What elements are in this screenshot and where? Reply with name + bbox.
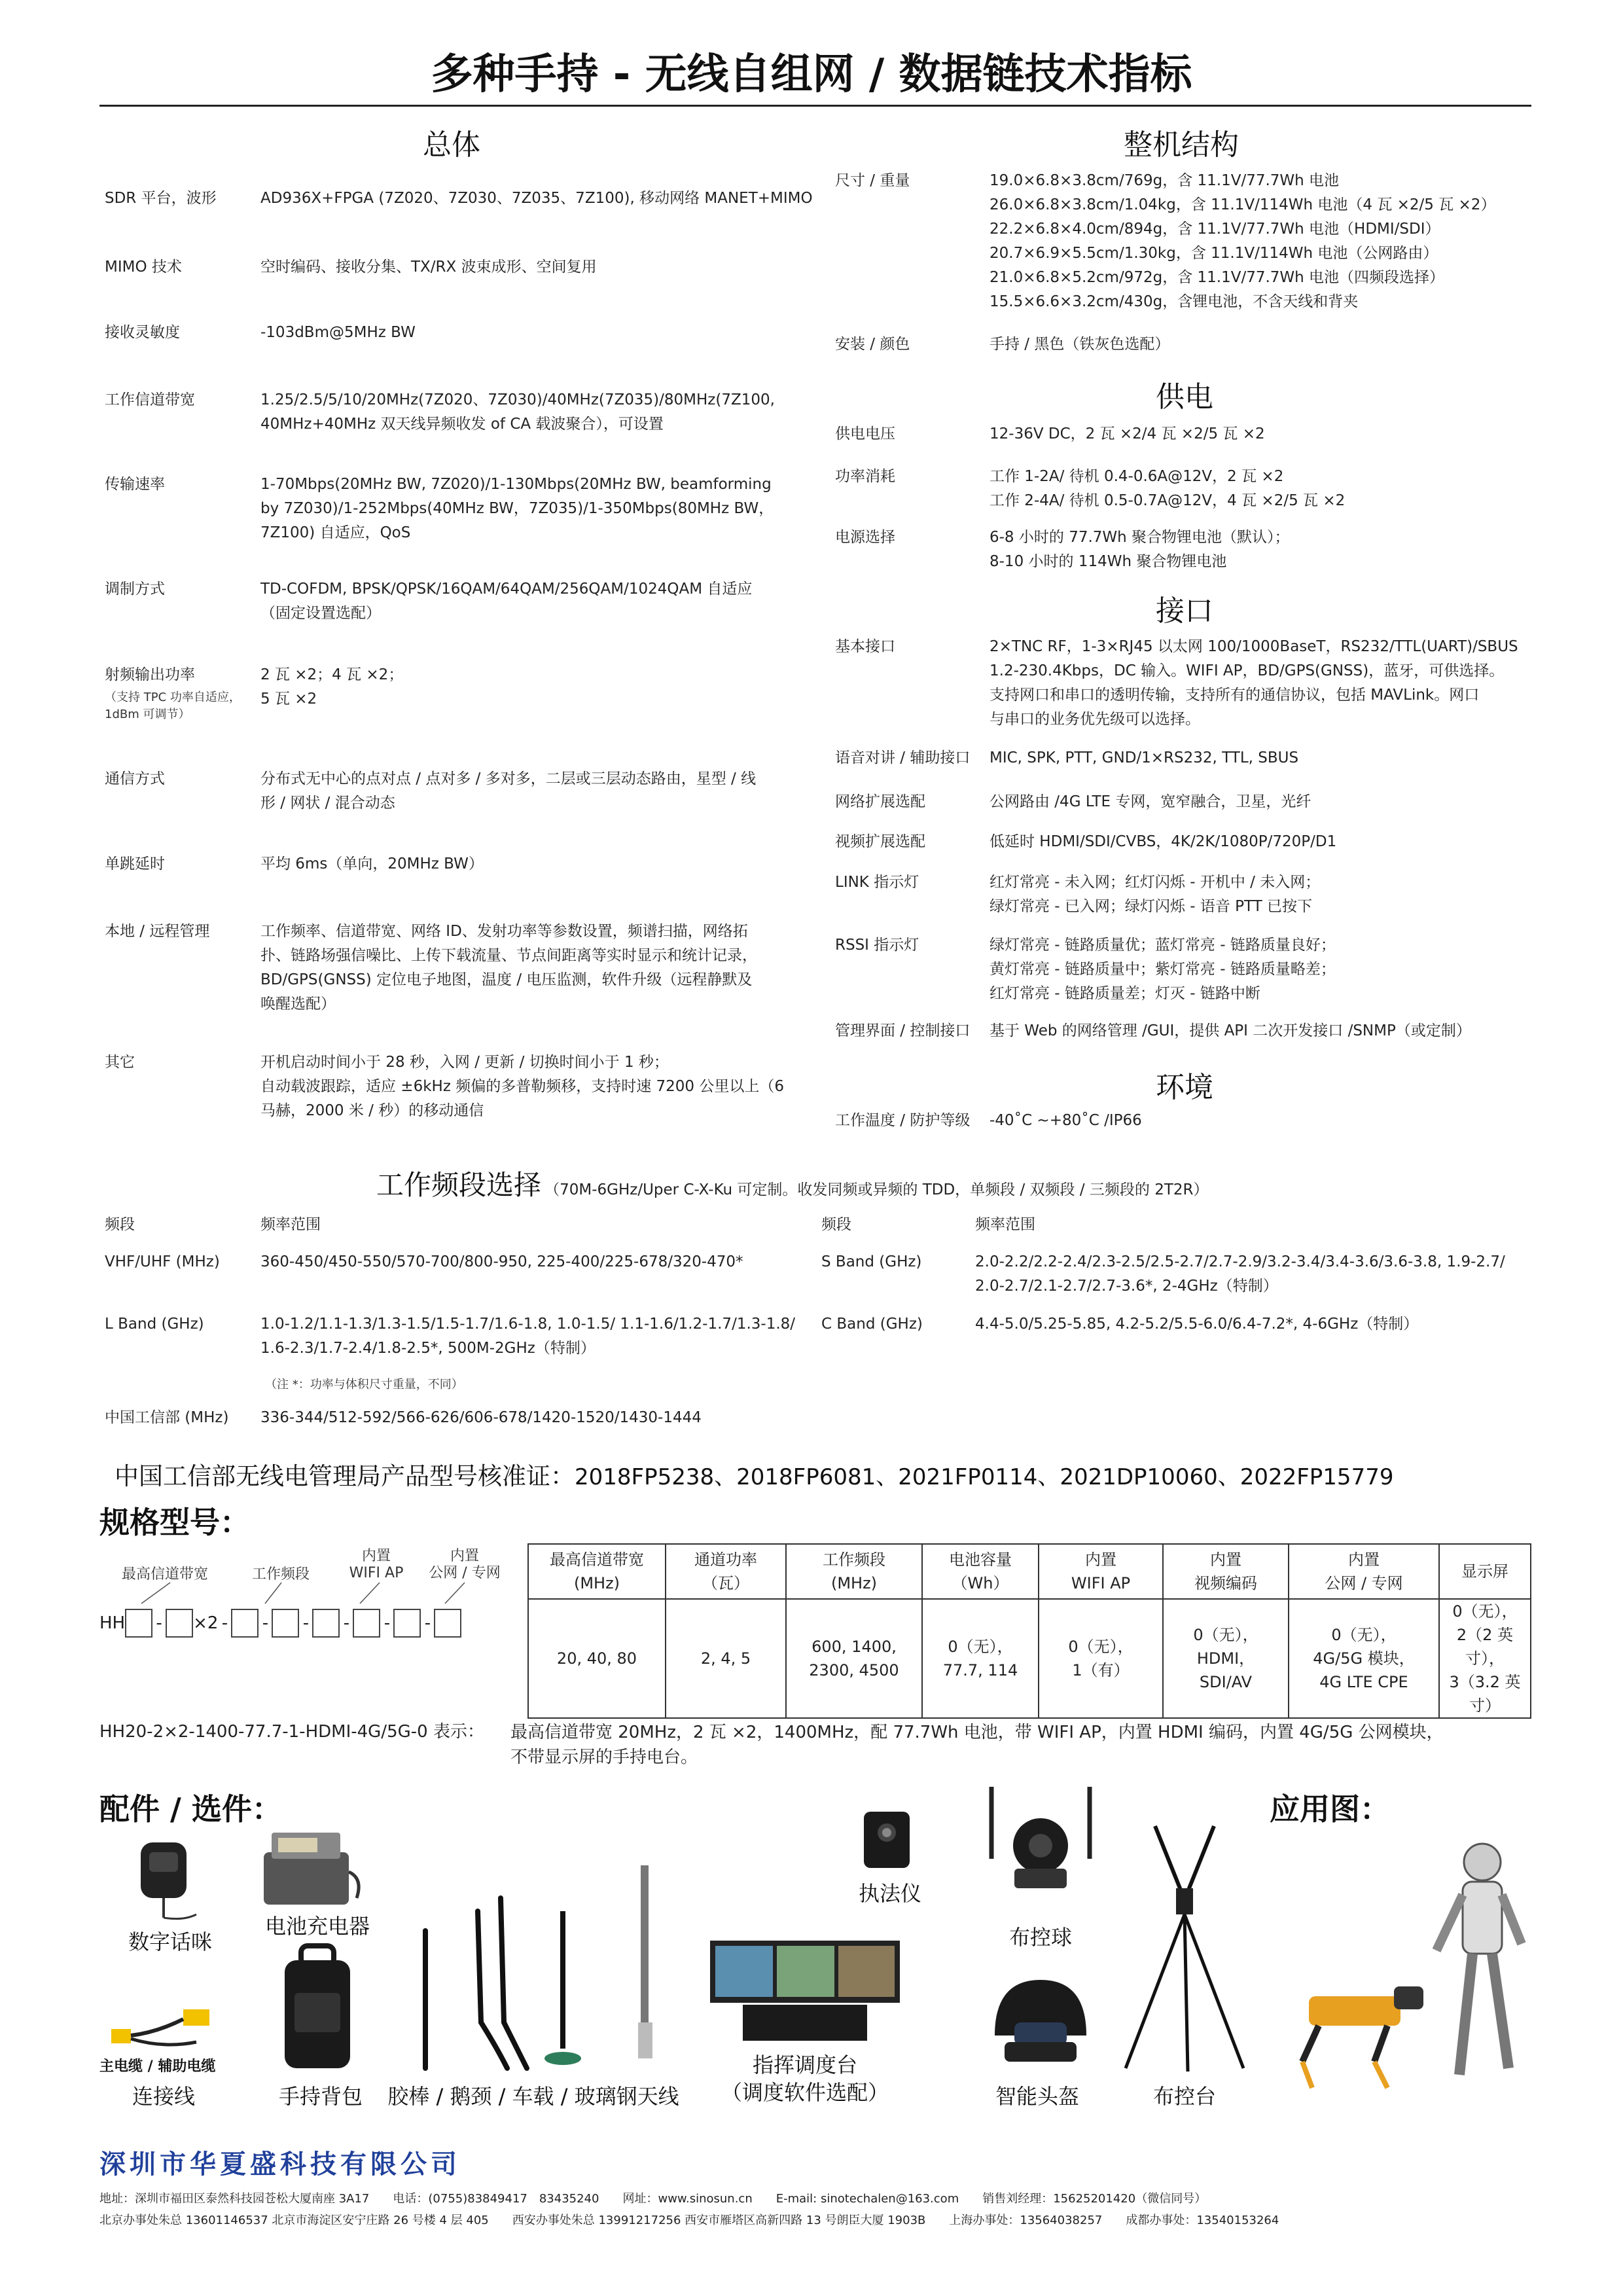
accessories-heading: 配件 / 选件： [99,1791,282,1827]
spec-value-band: 600, 1400, 2300, 4500 [786,1599,922,1718]
structure-label-size: 尺寸 / 重量 [835,172,910,189]
slot-box [231,1609,259,1638]
general-value-latency: 平均 6ms（单向，20MHz BW） [260,855,484,872]
diagram-label-wifi: 内置 WIFI AP [349,1548,404,1581]
robot-dog-icon [1276,1964,1433,2094]
band-value-c: 4.4-5.0/5.25-5.85, 4.2-5.2/5.5-6.0/6.4-7.2*, 4-6GHz（特制） [975,1316,1419,1333]
interface-value-network: 公网路由 /4G LTE 专网，宽窄融合，卫星，光纤 [990,793,1311,810]
spec-value-battery: 0（无）， 77.7, 114 [922,1599,1039,1718]
environment-value-temp: -40˚C ~+80˚C /IP66 [990,1112,1142,1129]
diagram-connectors [98,1577,524,1610]
environment-heading: 环境 [1156,1071,1213,1104]
interface-value-mgmt: 基于 Web 的网络管理 /GUI，提供 API 二次开发接口 /SNMP（或定制） [990,1022,1471,1039]
bands-subtitle: （70M-6GHz/Uper C-X-Ku 可定制。收发同频或异频的 TDD，单频段 / 双频段 / 三频段的 2T2R） [544,1181,1209,1198]
slot-box [272,1609,299,1638]
interface-label-video: 视频扩展选配 [835,833,925,850]
interface-heading: 接口 [1156,594,1213,628]
bands-title [376,1164,1209,1203]
slot-box [125,1609,152,1638]
page-title: 多种手持 - 无线自组网 / 数据链技术指标 [431,50,1192,99]
model-heading: 规格型号： [99,1505,250,1540]
bands-col-band-right: 频段 [821,1216,851,1233]
power-label-voltage: 供电电压 [835,425,895,442]
spec-header-wifi: 内置 WIFI AP [1039,1544,1163,1599]
general-power-note: （支持 TPC 功率自适应， 1dBm 可调节） [105,691,241,721]
power-value-source: 6-8 小时的 77.7Wh 聚合物锂电池（默认）； 8-10 小时的 114Wh 聚合物锂电池 [990,529,1290,570]
approval-label: 中国工信部无线电管理局产品型号核准证： [115,1462,575,1490]
general-value-other: 开机启动时间小于 28 秒，入网 / 更新 / 切换时间小于 1 秒； 自动载波跟踪，适应 ±6kHz 频偏的多普勒频移，支持时速 7200 公里以上（6 马赫，2000 米 / 秒）的移动通信 [260,1054,785,1119]
interface-value-voice: MIC, SPK, PTT, GND/1×RS232, TTL, SBUS [990,749,1299,766]
interface-value-video: 低延时 HDMI/SDI/CVBS，4K/2K/1080P/720P/D1 [990,833,1337,850]
structure-heading: 整机结构 [1124,128,1239,162]
slot-box [434,1609,461,1638]
spec-value-bandwidth: 20, 40, 80 [528,1599,666,1718]
interface-label-link: LINK 指示灯 [835,874,919,891]
interface-value-link: 红灯常亮 - 未入网；红灯闪烁 - 开机中 / 未入网； 绿灯常亮 - 已入网；绿灯闪烁 - 语音 PTT 已按下 [990,874,1321,915]
structure-value-mount: 手持 / 黑色（铁灰色选配） [990,336,1170,353]
general-label-latency: 单跳延时 [105,855,165,872]
power-label-consumption: 功率消耗 [835,468,895,485]
application-console-sub: （调度软件选配） [721,2080,889,2105]
slot-box [312,1609,340,1638]
general-label-bandwidth: 工作信道带宽 [105,391,195,408]
model-example-label: HH20-2×2-1400-77.7-1-HDMI-4G/5G-0 表示： [99,1722,484,1742]
power-value-voltage: 12-36V DC，2 瓦 ×2/4 瓦 ×2/5 瓦 ×2 [990,425,1265,442]
interface-value-basic: 2×TNC RF，1-3×RJ45 以太网 100/1000BaseT，RS232/TTL(UART)/SBUS 1.2-230.4Kbps，DC 输入。WIFI AP，BD/GPS(GNSS)，蓝牙，可供选择。 支持网口和串口的透明传输，支持所有的通信协议，包括 MAVLink。网口 与串口的业务优先级可以选择。 [990,638,1518,728]
antennas-icon [412,1859,687,2075]
approval-value: 2018FP5238、2018FP6081、2021FP0114、2021DP10060、2022FP15779 [575,1464,1394,1490]
bands-col-band-left: 频段 [105,1216,135,1233]
spec-value-network: 0（无）， 4G/5G 模块， 4G LTE CPE [1289,1599,1439,1718]
spec-header-bandwidth: 最高信道带宽 (MHz) [528,1544,666,1599]
spec-header-video: 内置 视频编码 [1163,1544,1289,1599]
power-label-source: 电源选择 [835,529,895,546]
interface-value-rssi: 绿灯常亮 - 链路质量优；蓝灯常亮 - 链路质量良好； 黄灯常亮 - 链路质量中；紫灯常亮 - 链路质量略差； 红灯常亮 - 链路质量差；灯灭 - 链路中断 [990,937,1336,1002]
spec-value-video: 0（无）， HDMI， SDI/AV [1163,1599,1289,1718]
interface-label-network: 网络扩展选配 [835,793,925,810]
applications-heading: 应用图： [1270,1791,1390,1827]
cable-sublabel: 主电缆 / 辅助电缆 [99,2058,216,2075]
accessory-label-microphone: 数字话咪 [128,1929,212,1954]
battery-charger-icon [259,1826,363,1911]
band-value-s: 2.0-2.2/2.2-2.4/2.3-2.5/2.5-2.7/2.7-2.9/3.2-3.4/3.4-3.6/3.6-3.8, 1.9-2.7/ 2.0-2.7/2.1-2.7/2.7-3.6*, 2-4GHz（特制） [975,1253,1505,1295]
model-spec-table [527,1543,1531,1719]
cable-icon [98,2003,229,2055]
diagram-label-band: 工作频段 [252,1566,310,1583]
general-value-management: 工作频率、信道带宽、网络 ID、发射功率等参数设置，频谱扫描，网络拓 扑、链路场强信噪比、上传下载流量、节点间距离等实时显示和统计记录， BD/GPS(GNSS) 定位电子地图，温度 / 电压监测，软件升级（远程静默及 唤醒选配） [260,923,757,1013]
interface-label-voice: 语音对讲 / 辅助接口 [835,749,971,766]
diagram-label-public: 内置 公网 / 专网 [429,1548,501,1581]
power-heading: 供电 [1156,380,1213,414]
general-label-management: 本地 / 远程管理 [105,923,210,940]
general-label-modulation: 调制方式 [105,581,165,598]
interface-label-basic: 基本接口 [835,638,895,655]
spec-value-power: 2, 4, 5 [666,1599,786,1718]
bands-heading: 工作频段选择 [376,1169,542,1201]
spec-value-wifi: 0（无）， 1（有） [1039,1599,1163,1718]
accessory-label-charger: 电池充电器 [264,1914,370,1939]
general-value-bandwidth: 1.25/2.5/5/10/20MHz(7Z020、7Z030)/40MHz(7Z035)/80MHz(7Z100, 40MHz+40MHz 双天线异频收发 of CA 载波聚合），可设置 [260,391,775,433]
general-label-comm: 通信方式 [105,770,165,787]
accessory-label-backpack: 手持背包 [278,2084,363,2109]
general-label-other: 其它 [105,1054,135,1071]
accessory-label-antennas: 胶棒 / 鹅颈 / 车载 / 玻璃钢天线 [387,2084,679,2109]
general-value-sensitivity: -103dBm@5MHz BW [260,324,416,341]
backpack-icon [275,1941,360,2072]
application-label-tripod: 布控台 [1152,2084,1216,2109]
band-value-vhf: 360-450/450-550/570-700/800-950, 225-400/225-678/320-470* [260,1253,743,1270]
general-value-power: 2 瓦 ×2；4 瓦 ×2； 5 瓦 ×2 [260,666,404,708]
surveillance-ball-icon [975,1780,1106,1898]
miit-value: 336-344/512-592/566-626/606-678/1420-1520/1430-1444 [260,1409,702,1426]
microphone-icon [131,1833,209,1924]
command-console-icon [704,1934,906,2045]
model-times2: ×2 [193,1613,219,1633]
general-heading: 总体 [423,128,480,162]
title-rule [99,105,1531,107]
miit-label: 中国工信部 (MHz) [105,1409,229,1426]
spec-header-network: 内置 公网 / 专网 [1289,1544,1439,1599]
slot-box [353,1609,380,1638]
band-label-c: C Band (GHz) [821,1316,923,1333]
band-label-l: L Band (GHz) [105,1316,204,1333]
general-value-mimo: 空时编码、接收分集、TX/RX 波束成形、空间复用 [260,259,597,276]
company-name: 深圳市华夏盛科技有限公司 [99,2149,461,2179]
application-label-helmet: 智能头盔 [995,2084,1079,2109]
general-value-modulation: TD-COFDM, BPSK/QPSK/16QAM/64QAM/256QAM/1024QAM 自适应 （固定设置选配） [260,581,753,622]
bands-col-range-right: 频率范围 [975,1216,1035,1233]
general-value-comm: 分布式无中心的点对点 / 点对多 / 多对多，二层或三层动态路由，星型 / 线 形 / 网状 / 混合动态 [260,770,757,812]
model-code-diagram: HH - ×2 - - - - - - [99,1609,461,1638]
band-value-l: 1.0-1.2/1.1-1.3/1.3-1.5/1.5-1.7/1.6-1.8, 1.0-1.5/ 1.1-1.6/1.2-1.7/1.3-1.8/ 1.6-2.3/1.7-2.4/1.8-2.5*, 500M-2GHz（特制） [260,1316,796,1357]
general-label-sdr: SDR 平台，波形 [105,190,217,207]
general-label-sensitivity: 接收灵敏度 [105,324,180,341]
application-label-ball: 布控球 [1008,1925,1072,1950]
general-value-rate: 1-70Mbps(20MHz BW, 7Z020)/1-130Mbps(20MHz BW, beamforming by 7Z030)/1-252Mbps(40MHz BW，7Z035)/1-350Mbps(80MHz BW， 7Z100) 自适应，QoS [260,476,774,541]
general-label-rate: 传输速率 [105,476,165,493]
spec-header-battery: 电池容量 （Wh） [922,1544,1039,1599]
slot-box [393,1609,421,1638]
spec-value-display: 0（无）， 2（2 英寸）， 3（3.2 英寸） [1439,1599,1531,1718]
bands-note: （注 *：功率与体积尺寸重量，不同） [265,1378,463,1391]
spec-header-band: 工作频段 (MHz) [786,1544,922,1599]
general-value-sdr: AD936X+FPGA (7Z020、7Z030、7Z035、7Z100), 移动网络 MANET+MIMO [260,190,813,207]
general-label-power: 射频输出功率 [105,666,195,683]
smart-helmet-icon [985,1970,1096,2068]
structure-value-size: 19.0×6.8×3.8cm/769g，含 11.1V/77.7Wh 电池 26.0×6.8×3.8cm/1.04kg，含 11.1V/114Wh 电池（4 瓦 ×2/5 瓦 ×2） 22.2×6.8×4.0cm/894g，含 11.1V/77.7Wh 电池（HDMI/SDI） 20.7×6.9×5.5cm/1.30kg，含 11.1V/114Wh 电池（公网路由） 21.0×6.8×5.2cm/972g，含 11.1V/77.7Wh 电池（四频段选择） 15.5×6.6×3.2cm/430g，含锂电池，不含天线和背夹 [990,172,1496,310]
application-label-console: 指挥调度台 [752,2053,857,2077]
band-label-s: S Band (GHz) [821,1253,922,1270]
slot-box [166,1609,193,1638]
interface-label-rssi: RSSI 指示灯 [835,937,919,954]
diagram-label-bandwidth: 最高信道带宽 [122,1566,209,1583]
approval-line [115,1456,1393,1492]
control-tripod-icon [1116,1820,1253,2075]
application-label-recorder: 执法仪 [858,1881,921,1906]
footer-line1: 地址：深圳市福田区泰然科技园苍松大厦南座 3A17 电话：(0755)83849417 83435240 网址：www.sinosun.cn E-mail: sinotechalen@163.com 销售刘经理：15625201420（微信同号） [99,2192,1207,2206]
interface-label-mgmt: 管理界面 / 控制接口 [835,1022,971,1039]
model-prefix: HH [99,1613,126,1633]
accessory-label-cable: 连接线 [132,2084,195,2109]
band-label-vhf: VHF/UHF (MHz) [105,1253,220,1270]
environment-label-temp: 工作温度 / 防护等级 [835,1112,971,1129]
bands-col-range-left: 频率范围 [260,1216,321,1233]
structure-label-mount: 安装 / 颜色 [835,336,910,353]
general-label-mimo: MIMO 技术 [105,259,182,276]
power-value-consumption: 工作 1-2A/ 待机 0.4-0.6A@12V，2 瓦 ×2 工作 2-4A/ 待机 0.5-0.7A@12V，4 瓦 ×2/5 瓦 ×2 [990,468,1346,509]
spec-header-display: 显示屏 [1439,1544,1531,1599]
footer-line2: 北京办事处朱总 13601146537 北京市海淀区安宁庄路 26 号楼 4 层 405 西安办事处朱总 13991217256 西安市雁塔区高新四路 13 号朗臣大厦 1903B 上海办事处：13564038257 成都办事处：13540153264 [99,2214,1279,2227]
model-example-desc: 最高信道带宽 20MHz，2 瓦 ×2，1400MHz，配 77.7Wh 电池，带 WIFI AP，内置 HDMI 编码，内置 4G/5G 公网模块， 不带显示屏的手持电台。 [510,1723,1444,1767]
spec-header-power: 通道功率 （瓦） [666,1544,786,1599]
recorder-icon [857,1806,916,1872]
humanoid-robot-icon [1423,1839,1535,2088]
